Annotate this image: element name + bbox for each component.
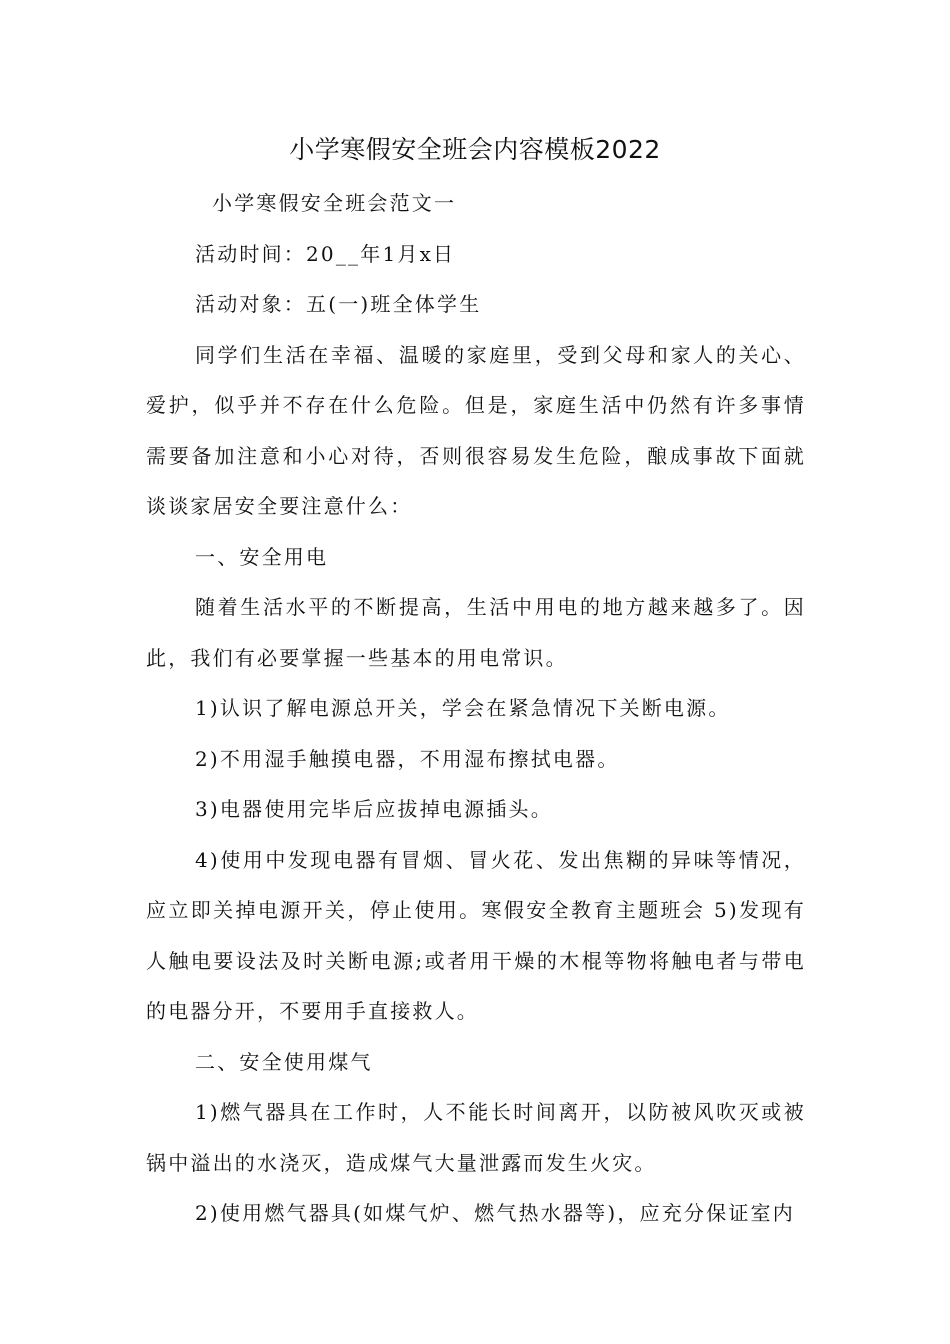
subtitle-paragraph: 小学寒假安全班会范文一 bbox=[212, 191, 457, 215]
gas-item-2: 2)使用燃气器具(如煤气炉、燃气热水器等)，应充分保证室内 bbox=[195, 1201, 795, 1225]
activity-target-paragraph: 活动对象：五(一)班全体学生 bbox=[195, 292, 482, 316]
section-heading-electricity: 一、安全用电 bbox=[195, 544, 329, 569]
section-heading-gas: 二、安全使用煤气 bbox=[195, 1049, 373, 1074]
document-title: 小学寒假安全班会内容模板2022 bbox=[289, 135, 661, 164]
intro-paragraph: 同学们生活在幸福、温暖的家庭里，受到父母和家人的关心、爱护，似乎并不存在什么危险。但是，家庭生活中仍然有许多事情需要备加注意和小心对待，否则很容易发生危险，酿成事故下面就谈谈家居安全要注意什么： bbox=[146, 342, 806, 518]
electricity-intro-paragraph: 随着生活水平的不断提高，生活中用电的地方越来越多了。因此，我们有必要掌握一些基本的用电常识。 bbox=[146, 595, 806, 670]
electricity-item-4-5: 4)使用中发现电器有冒烟、冒火花、发出焦糊的异味等情况，应立即关掉电源开关，停止使用。寒假安全教育主题班会 5)发现有人触电要设法及时关断电源;或者用干燥的木棍等物将触电者与带电的电器分开，不要用手直接救人。 bbox=[146, 847, 806, 1023]
document-body bbox=[146, 178, 806, 1239]
electricity-item-2: 2)不用湿手触摸电器，不用湿布擦拭电器。 bbox=[195, 746, 620, 771]
electricity-item-1: 1)认识了解电源总开关，学会在紧急情况下关断电源。 bbox=[195, 696, 731, 720]
activity-time-paragraph: 活动时间：20__年1月x日 bbox=[195, 241, 456, 266]
gas-item-1: 1)燃气器具在工作时，人不能长时间离开，以防被风吹灭或被锅中溢出的水浇灭，造成煤气大量泄露而发生火灾。 bbox=[146, 1100, 806, 1175]
electricity-item-3: 3)电器使用完毕后应拔掉电源插头。 bbox=[195, 797, 553, 821]
